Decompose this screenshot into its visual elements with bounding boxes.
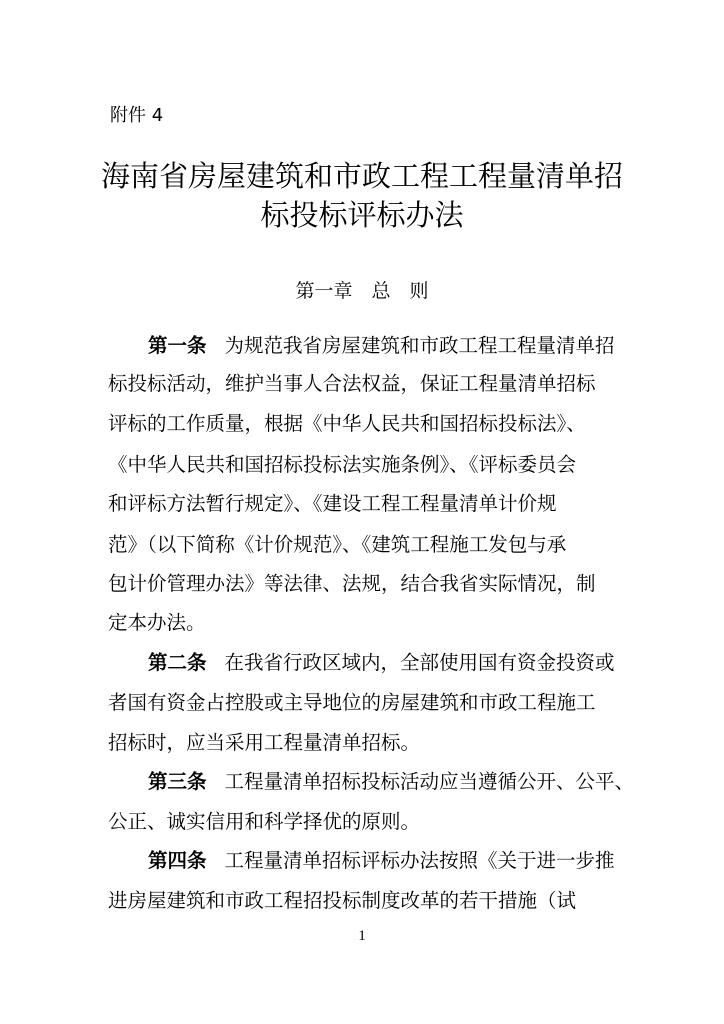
article-3-first-line [148, 768, 634, 796]
article-3-text: 工程量清单招标投标活动应当遵循公开、公平、 [224, 770, 635, 793]
page-number: 1 [358, 928, 366, 944]
article-3-line: 公正、诚实信用和科学择优的原则。 [108, 810, 421, 833]
article-4-first-line [148, 847, 615, 875]
article-1-line: 范》（以下简称《计价规范》、《建筑工程施工发包与承 [108, 533, 567, 556]
document-title-line-1: 海南省房屋建筑和市政工程工程量清单招 [100, 159, 623, 193]
article-2-first-line [148, 649, 615, 677]
article-1-line: 评标的工作质量，根据《中华人民共和国招标投标法》、 [108, 412, 586, 435]
article-4-number: 第四条 [148, 849, 207, 872]
article-4-text: 工程量清单招标评标办法按照《关于进一步推 [224, 849, 615, 872]
article-2-line: 者国有资金占控股或主导地位的房屋建筑和市政工程施工 [108, 691, 596, 714]
article-1-line: 定本办法。 [108, 611, 206, 634]
article-1-text: 为规范我省房屋建筑和市政工程工程量清单招 [224, 334, 615, 357]
article-2-number: 第二条 [148, 651, 207, 674]
article-1-number: 第一条 [148, 334, 207, 357]
article-2-line: 招标时，应当采用工程量清单招标。 [108, 731, 421, 754]
article-3-number: 第三条 [148, 770, 207, 793]
chapter-heading: 第一章 总 则 [295, 280, 429, 302]
article-1-line: 包计价管理办法》等法律、法规，结合我省实际情况，制 [108, 572, 596, 595]
article-2-text: 在我省行政区域内，全部使用国有资金投资或 [224, 651, 615, 674]
article-4-line: 进房屋建筑和市政工程招投标制度改革的若干措施（试 [108, 889, 577, 912]
article-1-line: 《中华人民共和国招标投标法实施条例》、《评标委员会 [108, 453, 577, 476]
article-1-line: 标投标活动，维护当事人合法权益，保证工程量清单招标 [108, 372, 596, 395]
attachment-label: 附件 4 [110, 105, 164, 126]
document-title-line-2: 标投标评标办法 [260, 198, 464, 232]
article-1-line: 和评标方法暂行规定》、《建设工程工程量清单计价规 [108, 492, 557, 515]
article-1-first-line [148, 332, 615, 360]
